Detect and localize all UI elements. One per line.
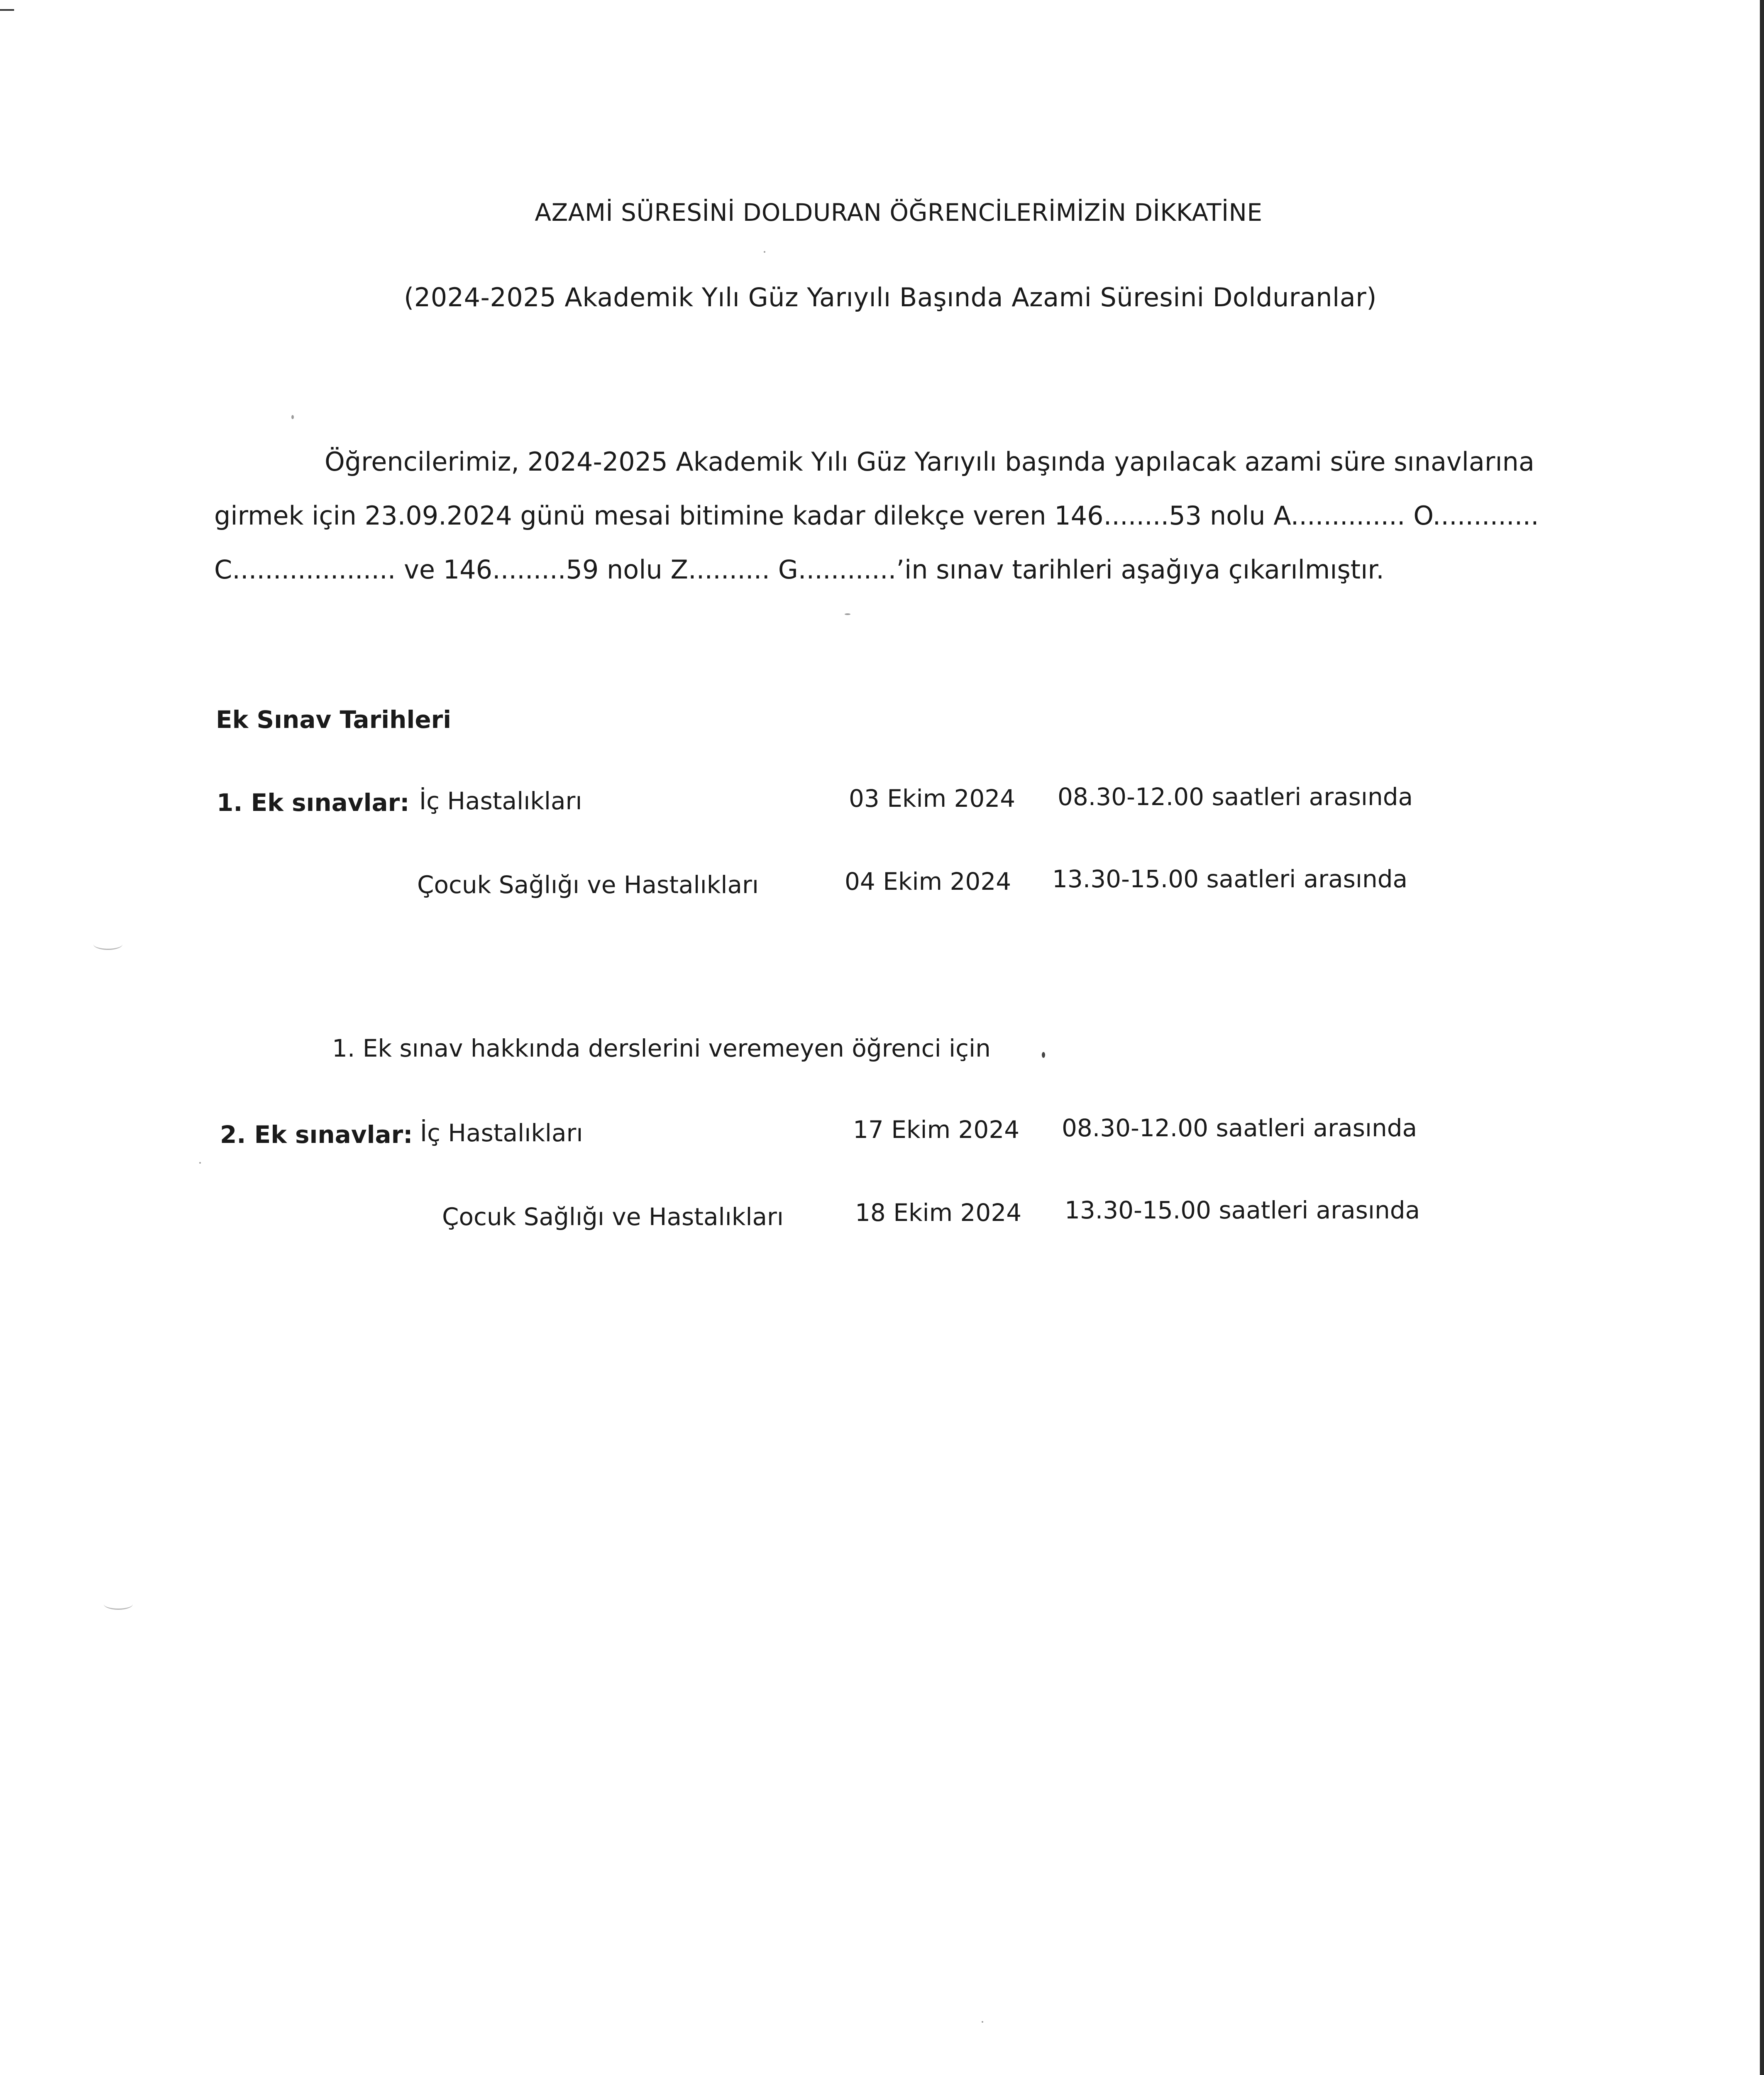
scan-hole-shadow (93, 939, 122, 950)
scan-speck (199, 1162, 201, 1164)
first-exams-label: 1. Ek sınavlar: (217, 788, 410, 817)
second-exams-label: 2. Ek sınavlar: (220, 1120, 413, 1149)
scan-speck (845, 613, 850, 615)
exam-course: Çocuk Sağlığı ve Hastalıkları (417, 871, 759, 899)
paragraph-line: girmek için 23.09.2024 günü mesai bitimine kadar dilekçe veren 146........53 nolu A.............. O............. (214, 500, 1539, 531)
section-heading: Ek Sınav Tarihleri (216, 706, 452, 734)
paragraph-line: Öğrencilerimiz, 2024-2025 Akademik Yılı Güz Yarıyılı başında yapılacak azami süre sınavlarına (325, 447, 1534, 477)
exam-time: 08.30-12.00 saatleri arasında (1058, 783, 1413, 811)
paragraph-line: C.................... ve 146.........59 nolu Z.......... G............’in sınav tarihleri aşağıya çıkarılmıştır. (214, 554, 1384, 585)
document-title: AZAMİ SÜRESİNİ DOLDURAN ÖĞRENCİLERİMİZİN DİKKATİNE (535, 198, 1263, 227)
exam-date: 18 Ekim 2024 (855, 1199, 1022, 1227)
exam-date: 17 Ekim 2024 (853, 1116, 1020, 1144)
announcement-paragraph (214, 435, 1555, 597)
exam-time: 08.30-12.00 saatleri arasında (1062, 1114, 1417, 1142)
exam-date: 04 Ekim 2024 (845, 867, 1011, 896)
retake-note: 1. Ek sınav hakkında derslerini veremeyen öğrenci için (332, 1034, 991, 1062)
exam-time: 13.30-15.00 saatleri arasında (1065, 1196, 1420, 1224)
document-subtitle: (2024-2025 Akademik Yılı Güz Yarıyılı Başında Azami Süresini Dolduranlar) (404, 282, 1377, 312)
exam-date: 03 Ekim 2024 (849, 784, 1016, 813)
scan-speck (982, 2021, 983, 2023)
exam-course: Çocuk Sağlığı ve Hastalıkları (442, 1203, 784, 1231)
scan-hole-shadow (104, 1599, 133, 1610)
scan-speck (764, 251, 765, 253)
exam-course: İç Hastalıkları (420, 1119, 583, 1147)
scan-speck (291, 415, 294, 419)
scan-speck (1042, 1052, 1045, 1058)
exam-course: İç Hastalıkları (419, 787, 582, 815)
exam-time: 13.30-15.00 saatleri arasında (1052, 865, 1408, 893)
scan-corner-mark (0, 9, 14, 11)
